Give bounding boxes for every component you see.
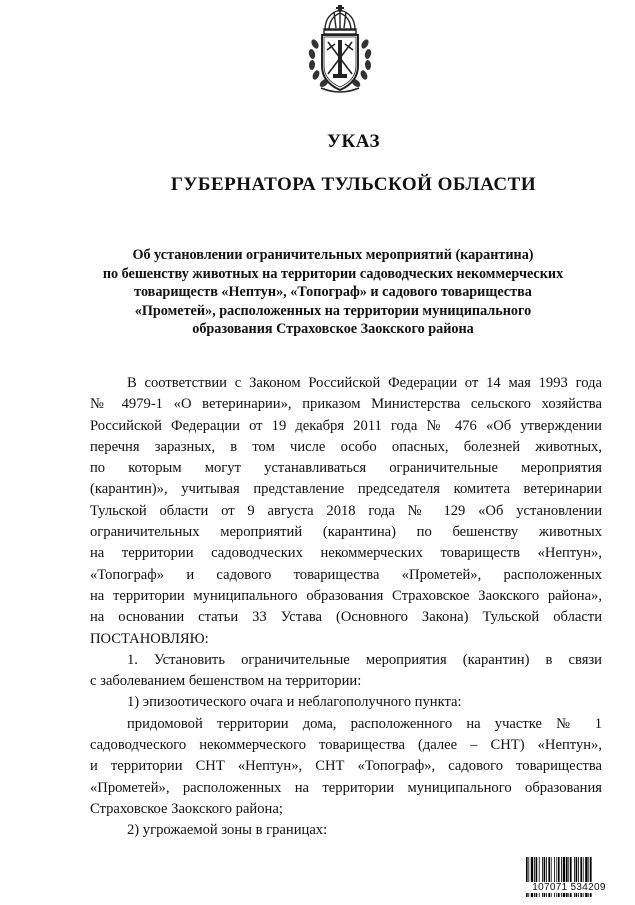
body-line: ограничительных мероприятий (карантина) по бешенству животных	[90, 524, 602, 541]
body-line: садоводческого некоммерческого товарищества (далее – СНТ) «Нептун»,	[90, 737, 602, 754]
document-subtitle: ГУБЕРНАТОРА ТУЛЬСКОЙ ОБЛАСТИ	[170, 174, 537, 195]
subject-line: по бешенству животных на территории садоводческих некоммерческих	[102, 265, 564, 282]
body-line: В соответствии с Законом Российской Федерации от 14 мая 1993 года	[127, 375, 602, 391]
body-line: придомовой территории дома, расположенного на участке № 1	[127, 715, 602, 732]
body-line: № 4979-1 «О ветеринарии», приказом Министерства сельского хозяйства	[90, 396, 602, 413]
decree-body	[90, 373, 602, 842]
body-line: ПОСТАНОВЛЯЮ:	[90, 630, 209, 647]
body-line: Тульской области от 9 августа 2018 года № 129 «Об установлении	[90, 502, 602, 519]
body-line: с заболеванием бешенством на территории:	[90, 673, 362, 690]
document-title: УКАЗ	[327, 131, 380, 152]
tula-coat-of-arms-icon	[303, 4, 377, 96]
body-line: «Прометей», расположенных на территории муниципального образования	[90, 779, 602, 796]
body-line: на основании статьи 33 Устава (Основного Закона) Тульской области	[90, 609, 602, 626]
body-line: перечня заразных, в том числе особо опасных, болезней животных,	[90, 438, 602, 455]
barcode-number: 107071 534209	[523, 882, 615, 893]
subject-line: товариществ «Нептун», «Топограф» и садового товарищества	[134, 284, 532, 301]
decree-subject	[88, 246, 578, 339]
body-line: Российской Федерации от 19 декабря 2011 года № 476 «Об утверждении	[90, 417, 602, 434]
body-line: (карантин)», учитывая представление председателя комитета ветеринарии	[90, 481, 602, 498]
body-line: Страховское Заокского района;	[90, 800, 283, 817]
body-line: 1) эпизоотического очага и неблагополучного пункта:	[127, 694, 462, 711]
body-line: на территории муниципального образования Страховское Заокского района»,	[90, 587, 602, 604]
body-line: 2) угрожаемой зоны в границах:	[127, 822, 328, 839]
subject-line: образования Страховское Заокского района	[192, 321, 474, 338]
body-line: 1. Установить ограничительные мероприятия (карантин) в связи	[127, 651, 602, 668]
body-line: и территории СНТ «Нептун», СНТ «Топограф», садового товарищества	[90, 758, 602, 775]
subject-line: «Прометей», расположенных на территории муниципального	[134, 302, 532, 319]
subject-line: Об установлении ограничительных мероприятий (карантина)	[132, 247, 534, 263]
body-line: «Топограф» и садового товарищества «Прометей», расположенных	[90, 566, 602, 583]
body-line: по которым могут устанавливаться ограничительные мероприятия	[90, 460, 602, 477]
body-line: на территории садоводческих некоммерческих товариществ «Нептун»,	[90, 545, 602, 562]
